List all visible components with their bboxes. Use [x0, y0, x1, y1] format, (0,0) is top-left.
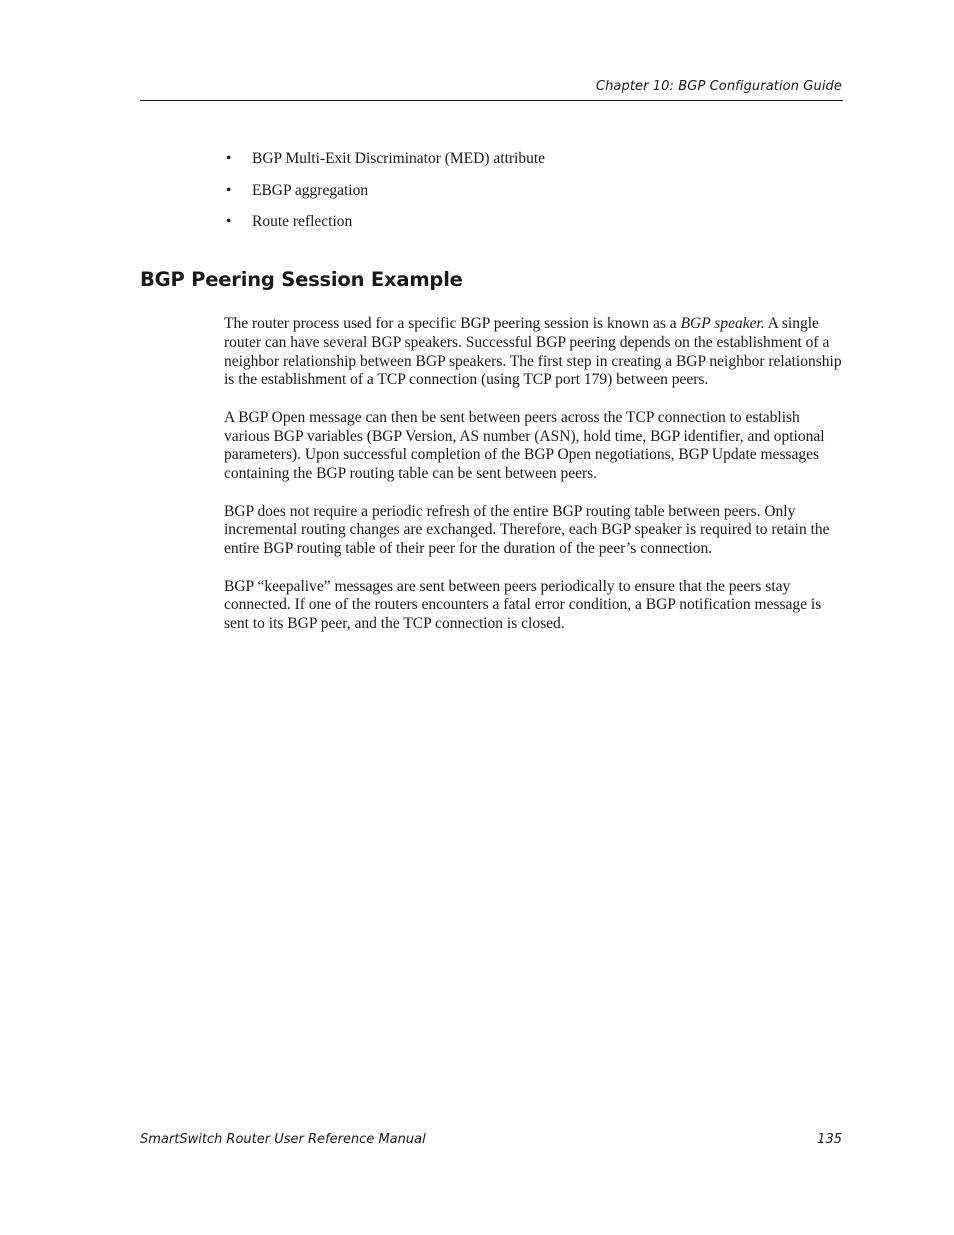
page-number: 135	[817, 1132, 842, 1147]
section-body	[224, 315, 842, 653]
paragraph	[224, 315, 842, 390]
section-title: BGP Peering Session Example	[140, 268, 463, 291]
bullet-glyph: •	[226, 150, 232, 167]
running-header: Chapter 10: BGP Configuration Guide	[595, 79, 842, 94]
bullet-glyph: •	[226, 213, 232, 230]
list-item-text: EBGP aggregation	[252, 181, 369, 199]
footer-manual-title: SmartSwitch Router User Reference Manual	[140, 1132, 426, 1147]
list-item	[224, 148, 545, 180]
paragraph: BGP does not require a periodic refresh of the entire BGP routing table between peers. Only incremental routing changes are exchanged. Therefore, each BGP speaker is required to retain the entire BGP routing table of their peer for the duration of the peer’s connection.	[224, 502, 830, 558]
list-item	[224, 180, 545, 212]
header-rule	[140, 100, 843, 101]
list-item-text: BGP Multi-Exit Discriminator (MED) attribute	[252, 150, 546, 167]
paragraph-text: The router process used for a specific BGP peering session is known as a	[224, 315, 681, 332]
paragraph: BGP “keepalive” messages are sent between peers periodically to ensure that the peers stay connected. If one of the routers encounters a fatal error condition, a BGP notification message is sent to its BGP peer, and the TCP connection is closed.	[224, 577, 822, 633]
list-item	[224, 211, 545, 243]
list-item-text: Route reflection	[252, 213, 353, 230]
paragraph-text: A single router can have several BGP speakers. Successful BGP peering depends on the establishment of a neighbor relationship between BGP speakers. The first step in creating a BGP neighbor relationship is the establishment of a TCP connection (using TCP port 179) between peers.	[224, 315, 842, 389]
bullet-glyph: •	[226, 181, 232, 199]
paragraph: A BGP Open message can then be sent between peers across the TCP connection to establish various BGP variables (BGP Version, AS number (ASN), hold time, BGP identifier, and optional parameters). Upon successful completion of the BGP Open negotiations, BGP Update messages containing the BGP routing table can be sent between peers.	[224, 408, 825, 483]
defined-term: BGP speaker.	[680, 315, 765, 332]
bullet-list	[224, 148, 545, 243]
